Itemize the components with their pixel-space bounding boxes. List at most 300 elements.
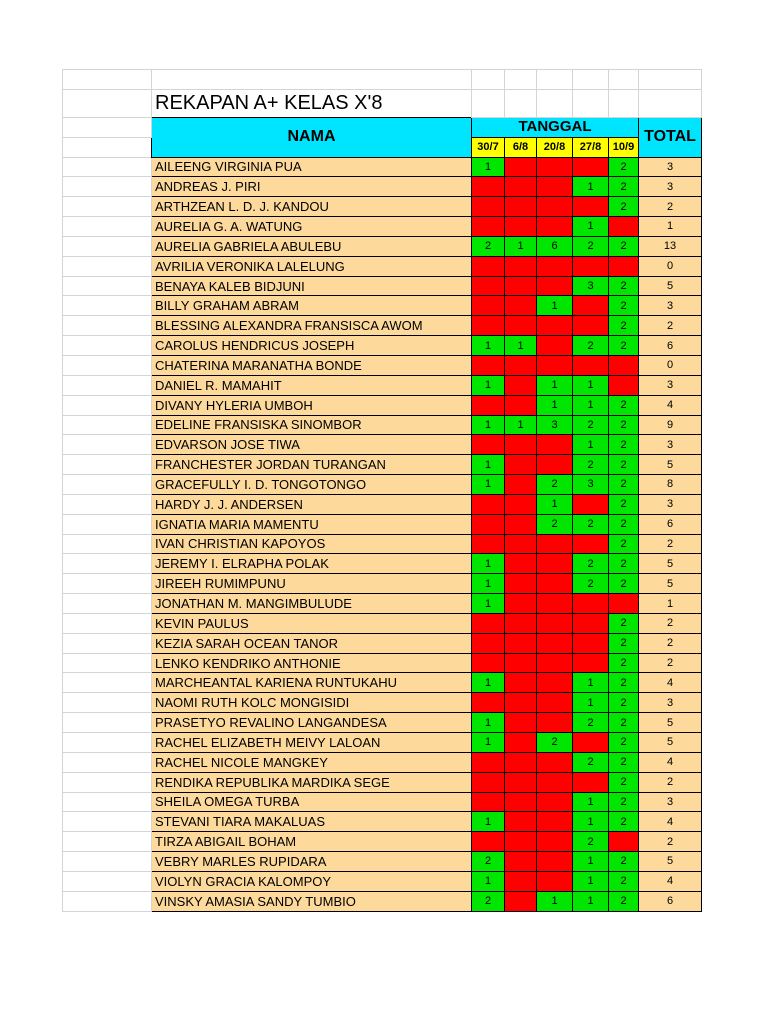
score-cell[interactable] — [472, 832, 505, 852]
score-cell[interactable] — [537, 276, 573, 296]
total-cell[interactable]: 3 — [639, 693, 702, 713]
score-cell[interactable] — [505, 633, 537, 653]
empty-cell[interactable] — [63, 475, 152, 495]
score-cell[interactable] — [609, 594, 639, 614]
score-cell[interactable] — [537, 772, 573, 792]
student-name[interactable]: GRACEFULLY I. D. TONGOTONGO — [152, 475, 472, 495]
total-cell[interactable]: 5 — [639, 455, 702, 475]
score-cell[interactable]: 2 — [573, 336, 609, 356]
score-cell[interactable] — [505, 276, 537, 296]
score-cell[interactable]: 1 — [472, 455, 505, 475]
student-name[interactable]: BILLY GRAHAM ABRAM — [152, 296, 472, 316]
score-cell[interactable] — [537, 197, 573, 217]
student-name[interactable]: BLESSING ALEXANDRA FRANSISCA AWOM — [152, 316, 472, 336]
student-name[interactable]: AILEENG VIRGINIA PUA — [152, 157, 472, 177]
student-name[interactable]: MARCHEANTAL KARIENA RUNTUKAHU — [152, 673, 472, 693]
score-cell[interactable] — [573, 534, 609, 554]
score-cell[interactable] — [537, 435, 573, 455]
student-name[interactable]: CAROLUS HENDRICUS JOSEPH — [152, 336, 472, 356]
score-cell[interactable]: 2 — [609, 395, 639, 415]
score-cell[interactable] — [537, 693, 573, 713]
score-cell[interactable] — [573, 157, 609, 177]
header-tanggal[interactable]: TANGGAL — [472, 117, 639, 137]
total-cell[interactable]: 5 — [639, 276, 702, 296]
total-cell[interactable]: 6 — [639, 514, 702, 534]
empty-cell[interactable] — [63, 494, 152, 514]
empty-cell[interactable] — [63, 673, 152, 693]
score-cell[interactable] — [505, 375, 537, 395]
empty-cell[interactable] — [63, 395, 152, 415]
score-cell[interactable]: 2 — [609, 554, 639, 574]
score-cell[interactable]: 2 — [609, 891, 639, 911]
score-cell[interactable]: 2 — [573, 832, 609, 852]
total-cell[interactable]: 5 — [639, 574, 702, 594]
score-cell[interactable] — [472, 256, 505, 276]
score-cell[interactable] — [505, 534, 537, 554]
score-cell[interactable]: 1 — [472, 415, 505, 435]
score-cell[interactable]: 1 — [472, 812, 505, 832]
total-cell[interactable]: 1 — [639, 594, 702, 614]
empty-cell[interactable] — [63, 594, 152, 614]
score-cell[interactable]: 2 — [609, 772, 639, 792]
student-name[interactable]: TIRZA ABIGAIL BOHAM — [152, 832, 472, 852]
score-cell[interactable] — [472, 534, 505, 554]
empty-cell[interactable] — [63, 236, 152, 256]
student-name[interactable]: DANIEL R. MAMAHIT — [152, 375, 472, 395]
score-cell[interactable]: 2 — [573, 713, 609, 733]
score-cell[interactable]: 1 — [573, 217, 609, 237]
score-cell[interactable]: 1 — [472, 871, 505, 891]
student-name[interactable]: RACHEL ELIZABETH MEIVY LALOAN — [152, 733, 472, 753]
score-cell[interactable]: 2 — [609, 494, 639, 514]
student-name[interactable]: SHEILA OMEGA TURBA — [152, 792, 472, 812]
score-cell[interactable]: 6 — [537, 236, 573, 256]
score-cell[interactable] — [537, 157, 573, 177]
score-cell[interactable]: 1 — [573, 177, 609, 197]
score-cell[interactable]: 1 — [537, 296, 573, 316]
score-cell[interactable]: 2 — [537, 733, 573, 753]
score-cell[interactable]: 1 — [472, 336, 505, 356]
score-cell[interactable] — [472, 296, 505, 316]
total-cell[interactable]: 5 — [639, 733, 702, 753]
score-cell[interactable] — [505, 177, 537, 197]
empty-cell[interactable] — [63, 693, 152, 713]
score-cell[interactable]: 2 — [573, 514, 609, 534]
student-name[interactable]: BENAYA KALEB BIDJUNI — [152, 276, 472, 296]
empty-cell[interactable] — [63, 316, 152, 336]
score-cell[interactable]: 2 — [609, 534, 639, 554]
score-cell[interactable] — [537, 633, 573, 653]
score-cell[interactable] — [537, 594, 573, 614]
score-cell[interactable]: 1 — [505, 415, 537, 435]
student-name[interactable]: STEVANI TIARA MAKALUAS — [152, 812, 472, 832]
score-cell[interactable]: 2 — [537, 475, 573, 495]
score-cell[interactable]: 1 — [573, 871, 609, 891]
student-name[interactable]: FRANCHESTER JORDAN TURANGAN — [152, 455, 472, 475]
score-cell[interactable] — [537, 871, 573, 891]
score-cell[interactable]: 2 — [609, 197, 639, 217]
score-cell[interactable]: 2 — [609, 673, 639, 693]
date-header[interactable]: 6/8 — [505, 137, 537, 157]
score-cell[interactable] — [472, 217, 505, 237]
student-name[interactable]: KEZIA SARAH OCEAN TANOR — [152, 633, 472, 653]
total-cell[interactable]: 9 — [639, 415, 702, 435]
score-cell[interactable] — [573, 316, 609, 336]
empty-cell[interactable] — [63, 733, 152, 753]
header-total[interactable]: TOTAL — [639, 117, 702, 157]
score-cell[interactable]: 2 — [609, 276, 639, 296]
score-cell[interactable] — [537, 673, 573, 693]
total-cell[interactable]: 4 — [639, 752, 702, 772]
score-cell[interactable]: 1 — [537, 375, 573, 395]
score-cell[interactable] — [609, 355, 639, 375]
empty-cell[interactable] — [63, 177, 152, 197]
score-cell[interactable] — [609, 217, 639, 237]
total-cell[interactable]: 3 — [639, 435, 702, 455]
score-cell[interactable]: 1 — [505, 336, 537, 356]
student-name[interactable]: RENDIKA REPUBLIKA MARDIKA SEGE — [152, 772, 472, 792]
empty-cell[interactable] — [63, 336, 152, 356]
total-cell[interactable]: 3 — [639, 296, 702, 316]
score-cell[interactable] — [573, 633, 609, 653]
score-cell[interactable]: 2 — [609, 157, 639, 177]
empty-cell[interactable] — [63, 276, 152, 296]
score-cell[interactable] — [573, 733, 609, 753]
empty-cell[interactable] — [63, 375, 152, 395]
empty-cell[interactable] — [63, 435, 152, 455]
score-cell[interactable]: 2 — [609, 653, 639, 673]
score-cell[interactable] — [537, 613, 573, 633]
score-cell[interactable] — [505, 475, 537, 495]
score-cell[interactable]: 2 — [609, 316, 639, 336]
score-cell[interactable] — [505, 852, 537, 872]
empty-cell[interactable] — [63, 554, 152, 574]
score-cell[interactable]: 1 — [472, 554, 505, 574]
score-cell[interactable] — [472, 276, 505, 296]
empty-cell[interactable] — [63, 455, 152, 475]
empty-cell[interactable] — [63, 871, 152, 891]
score-cell[interactable] — [609, 375, 639, 395]
total-cell[interactable]: 3 — [639, 157, 702, 177]
date-header[interactable]: 27/8 — [573, 137, 609, 157]
empty-cell[interactable] — [63, 574, 152, 594]
score-cell[interactable]: 2 — [609, 236, 639, 256]
student-name[interactable]: NAOMI RUTH KOLC MONGISIDI — [152, 693, 472, 713]
score-cell[interactable] — [505, 296, 537, 316]
student-name[interactable]: JONATHAN M. MANGIMBULUDE — [152, 594, 472, 614]
student-name[interactable]: AVRILIA VERONIKA LALELUNG — [152, 256, 472, 276]
score-cell[interactable] — [573, 197, 609, 217]
score-cell[interactable] — [472, 197, 505, 217]
score-cell[interactable]: 2 — [472, 891, 505, 911]
total-cell[interactable]: 4 — [639, 812, 702, 832]
score-cell[interactable] — [472, 494, 505, 514]
total-cell[interactable]: 3 — [639, 494, 702, 514]
total-cell[interactable]: 3 — [639, 375, 702, 395]
score-cell[interactable] — [505, 395, 537, 415]
score-cell[interactable] — [505, 891, 537, 911]
score-cell[interactable] — [505, 871, 537, 891]
score-cell[interactable] — [505, 435, 537, 455]
score-cell[interactable]: 1 — [573, 852, 609, 872]
empty-cell[interactable] — [63, 713, 152, 733]
score-cell[interactable]: 2 — [609, 613, 639, 633]
empty-cell[interactable] — [63, 296, 152, 316]
score-cell[interactable] — [609, 832, 639, 852]
total-cell[interactable]: 4 — [639, 871, 702, 891]
score-cell[interactable]: 1 — [472, 733, 505, 753]
score-cell[interactable]: 2 — [609, 177, 639, 197]
score-cell[interactable] — [472, 514, 505, 534]
score-cell[interactable] — [537, 832, 573, 852]
score-cell[interactable] — [505, 355, 537, 375]
total-cell[interactable]: 2 — [639, 613, 702, 633]
score-cell[interactable] — [505, 792, 537, 812]
empty-cell[interactable] — [63, 415, 152, 435]
total-cell[interactable]: 2 — [639, 633, 702, 653]
student-name[interactable]: IGNATIA MARIA MAMENTU — [152, 514, 472, 534]
score-cell[interactable] — [537, 554, 573, 574]
score-cell[interactable]: 3 — [573, 475, 609, 495]
score-cell[interactable]: 1 — [573, 693, 609, 713]
score-cell[interactable]: 2 — [472, 236, 505, 256]
header-nama[interactable]: NAMA — [152, 117, 472, 157]
score-cell[interactable] — [573, 653, 609, 673]
student-name[interactable]: HARDY J. J. ANDERSEN — [152, 494, 472, 514]
score-cell[interactable] — [472, 355, 505, 375]
score-cell[interactable] — [472, 693, 505, 713]
student-name[interactable]: CHATERINA MARANATHA BONDE — [152, 355, 472, 375]
empty-cell[interactable] — [63, 792, 152, 812]
total-cell[interactable]: 2 — [639, 832, 702, 852]
total-cell[interactable]: 8 — [639, 475, 702, 495]
score-cell[interactable] — [537, 812, 573, 832]
date-header[interactable]: 20/8 — [537, 137, 573, 157]
score-cell[interactable] — [505, 197, 537, 217]
student-name[interactable]: AURELIA G. A. WATUNG — [152, 217, 472, 237]
score-cell[interactable] — [472, 653, 505, 673]
score-cell[interactable] — [505, 713, 537, 733]
score-cell[interactable] — [505, 217, 537, 237]
empty-cell[interactable] — [63, 613, 152, 633]
score-cell[interactable]: 1 — [472, 475, 505, 495]
score-cell[interactable]: 1 — [573, 673, 609, 693]
score-cell[interactable] — [537, 852, 573, 872]
score-cell[interactable]: 1 — [573, 375, 609, 395]
score-cell[interactable] — [472, 633, 505, 653]
student-name[interactable]: IVAN CHRISTIAN KAPOYOS — [152, 534, 472, 554]
score-cell[interactable]: 2 — [609, 693, 639, 713]
score-cell[interactable]: 2 — [573, 752, 609, 772]
score-cell[interactable] — [573, 772, 609, 792]
score-cell[interactable]: 2 — [573, 554, 609, 574]
score-cell[interactable]: 1 — [573, 435, 609, 455]
empty-cell[interactable] — [63, 633, 152, 653]
score-cell[interactable] — [472, 792, 505, 812]
score-cell[interactable]: 1 — [472, 157, 505, 177]
total-cell[interactable]: 4 — [639, 395, 702, 415]
score-cell[interactable] — [537, 455, 573, 475]
score-cell[interactable] — [573, 296, 609, 316]
score-cell[interactable] — [505, 653, 537, 673]
student-name[interactable]: KEVIN PAULUS — [152, 613, 472, 633]
score-cell[interactable]: 2 — [609, 752, 639, 772]
total-cell[interactable]: 3 — [639, 792, 702, 812]
score-cell[interactable] — [472, 772, 505, 792]
score-cell[interactable] — [537, 713, 573, 733]
score-cell[interactable] — [573, 594, 609, 614]
student-name[interactable]: PRASETYO REVALINO LANGANDESA — [152, 713, 472, 733]
total-cell[interactable]: 0 — [639, 355, 702, 375]
empty-cell[interactable] — [63, 772, 152, 792]
score-cell[interactable] — [505, 494, 537, 514]
score-cell[interactable] — [537, 336, 573, 356]
score-cell[interactable] — [537, 217, 573, 237]
score-cell[interactable] — [537, 574, 573, 594]
score-cell[interactable]: 1 — [537, 891, 573, 911]
student-name[interactable]: EDELINE FRANSISKA SINOMBOR — [152, 415, 472, 435]
total-cell[interactable]: 1 — [639, 217, 702, 237]
score-cell[interactable]: 2 — [573, 455, 609, 475]
score-cell[interactable] — [505, 554, 537, 574]
score-cell[interactable]: 2 — [609, 435, 639, 455]
score-cell[interactable] — [472, 752, 505, 772]
sheet-title[interactable]: REKAPAN A+ KELAS X'8 — [155, 91, 383, 114]
score-cell[interactable]: 2 — [609, 871, 639, 891]
score-cell[interactable]: 2 — [609, 733, 639, 753]
score-cell[interactable] — [573, 494, 609, 514]
empty-cell[interactable] — [63, 891, 152, 911]
empty-cell[interactable] — [63, 157, 152, 177]
score-cell[interactable]: 2 — [609, 574, 639, 594]
score-cell[interactable]: 2 — [537, 514, 573, 534]
score-cell[interactable] — [505, 256, 537, 276]
score-cell[interactable]: 1 — [472, 713, 505, 733]
score-cell[interactable]: 2 — [609, 812, 639, 832]
score-cell[interactable] — [472, 395, 505, 415]
student-name[interactable]: AURELIA GABRIELA ABULEBU — [152, 236, 472, 256]
score-cell[interactable]: 3 — [573, 276, 609, 296]
score-cell[interactable]: 1 — [472, 574, 505, 594]
score-cell[interactable] — [537, 256, 573, 276]
score-cell[interactable] — [505, 673, 537, 693]
empty-cell[interactable] — [63, 355, 152, 375]
empty-cell[interactable] — [63, 852, 152, 872]
score-cell[interactable] — [472, 316, 505, 336]
score-cell[interactable] — [537, 792, 573, 812]
score-cell[interactable]: 1 — [505, 236, 537, 256]
score-cell[interactable]: 1 — [573, 812, 609, 832]
student-name[interactable]: ARTHZEAN L. D. J. KANDOU — [152, 197, 472, 217]
score-cell[interactable]: 2 — [472, 852, 505, 872]
score-cell[interactable] — [573, 256, 609, 276]
student-name[interactable]: ANDREAS J. PIRI — [152, 177, 472, 197]
student-name[interactable]: LENKO KENDRIKO ANTHONIE — [152, 653, 472, 673]
student-name[interactable]: EDVARSON JOSE TIWA — [152, 435, 472, 455]
empty-cell[interactable] — [63, 752, 152, 772]
date-header[interactable]: 30/7 — [472, 137, 505, 157]
student-name[interactable]: JIREEH RUMIMPUNU — [152, 574, 472, 594]
score-cell[interactable]: 2 — [609, 852, 639, 872]
student-name[interactable]: DIVANY HYLERIA UMBOH — [152, 395, 472, 415]
score-cell[interactable] — [537, 316, 573, 336]
empty-cell[interactable] — [63, 217, 152, 237]
score-cell[interactable]: 2 — [609, 296, 639, 316]
student-name[interactable]: VINSKY AMASIA SANDY TUMBIO — [152, 891, 472, 911]
score-cell[interactable] — [537, 752, 573, 772]
score-cell[interactable] — [505, 157, 537, 177]
student-name[interactable]: VEBRY MARLES RUPIDARA — [152, 852, 472, 872]
score-cell[interactable]: 1 — [472, 375, 505, 395]
empty-cell[interactable] — [63, 534, 152, 554]
score-cell[interactable]: 2 — [573, 236, 609, 256]
total-cell[interactable]: 4 — [639, 673, 702, 693]
score-cell[interactable] — [573, 355, 609, 375]
score-cell[interactable]: 2 — [609, 792, 639, 812]
score-cell[interactable]: 1 — [573, 792, 609, 812]
score-cell[interactable]: 1 — [573, 891, 609, 911]
empty-cell[interactable] — [63, 653, 152, 673]
total-cell[interactable]: 0 — [639, 256, 702, 276]
student-name[interactable]: RACHEL NICOLE MANGKEY — [152, 752, 472, 772]
score-cell[interactable] — [505, 594, 537, 614]
score-cell[interactable]: 1 — [537, 395, 573, 415]
score-cell[interactable] — [505, 733, 537, 753]
score-cell[interactable]: 1 — [472, 673, 505, 693]
empty-cell[interactable] — [63, 832, 152, 852]
score-cell[interactable]: 2 — [573, 415, 609, 435]
score-cell[interactable] — [537, 177, 573, 197]
total-cell[interactable]: 2 — [639, 772, 702, 792]
score-cell[interactable]: 1 — [537, 494, 573, 514]
score-cell[interactable] — [505, 772, 537, 792]
total-cell[interactable]: 3 — [639, 177, 702, 197]
total-cell[interactable]: 5 — [639, 852, 702, 872]
score-cell[interactable]: 1 — [472, 594, 505, 614]
score-cell[interactable] — [505, 752, 537, 772]
score-cell[interactable] — [505, 455, 537, 475]
total-cell[interactable]: 2 — [639, 534, 702, 554]
empty-cell[interactable] — [63, 256, 152, 276]
score-cell[interactable] — [573, 613, 609, 633]
score-cell[interactable] — [505, 316, 537, 336]
total-cell[interactable]: 2 — [639, 197, 702, 217]
student-name[interactable]: JEREMY I. ELRAPHA POLAK — [152, 554, 472, 574]
total-cell[interactable]: 5 — [639, 554, 702, 574]
score-cell[interactable] — [472, 177, 505, 197]
score-cell[interactable]: 2 — [573, 574, 609, 594]
student-name[interactable]: VIOLYN GRACIA KALOMPOY — [152, 871, 472, 891]
total-cell[interactable]: 5 — [639, 713, 702, 733]
score-cell[interactable] — [609, 256, 639, 276]
score-cell[interactable] — [472, 613, 505, 633]
total-cell[interactable]: 6 — [639, 336, 702, 356]
score-cell[interactable] — [505, 574, 537, 594]
score-cell[interactable]: 2 — [609, 514, 639, 534]
total-cell[interactable]: 2 — [639, 316, 702, 336]
score-cell[interactable]: 2 — [609, 475, 639, 495]
empty-cell[interactable] — [63, 197, 152, 217]
score-cell[interactable] — [505, 812, 537, 832]
score-cell[interactable]: 2 — [609, 633, 639, 653]
score-cell[interactable]: 2 — [609, 455, 639, 475]
score-cell[interactable] — [537, 653, 573, 673]
empty-cell[interactable] — [63, 514, 152, 534]
total-cell[interactable]: 13 — [639, 236, 702, 256]
score-cell[interactable] — [537, 355, 573, 375]
score-cell[interactable] — [505, 514, 537, 534]
score-cell[interactable]: 2 — [609, 336, 639, 356]
